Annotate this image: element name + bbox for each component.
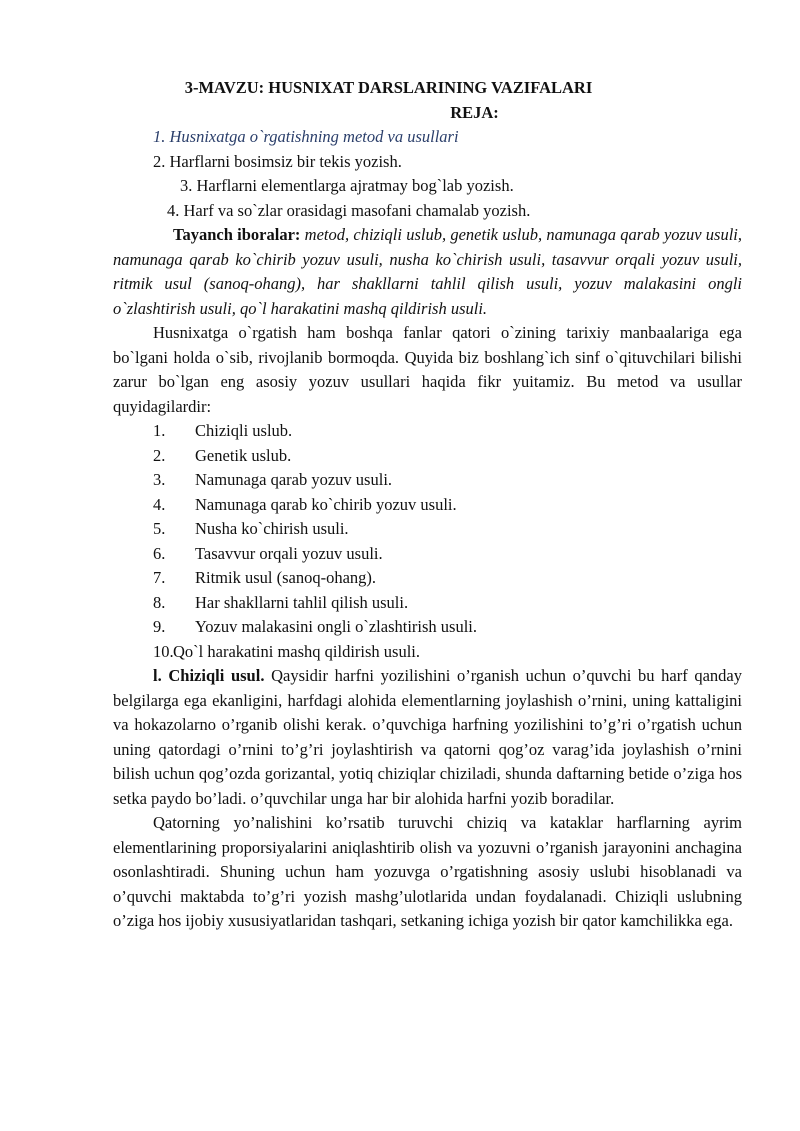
plan-item-2: 2. Harflarni bosimsiz bir tekis yozish. [153, 151, 402, 171]
list-item-text: Har shakllarni tahlil qilish usuli. [195, 592, 409, 612]
list-item-number: 8. [153, 592, 166, 612]
list-item-text: Namunaga qarab ko`chirib yozuv usuli. [195, 494, 457, 514]
list-item [113, 419, 742, 444]
list-item-number: 9. [153, 617, 166, 636]
list-item-text: Qo`l harakatini mashq qildirish usuli. [173, 641, 421, 661]
list-item [113, 468, 742, 493]
list-item-text: Nusha ko`chirish usuli. [195, 519, 349, 538]
section1-text: Qaysidir harfni yozilishini o’rganish uchun o’quvchi bu harf qanday belgilarga ega ekanligini, harfdagi alohida elementlarning joylashish o’rnini, uning kattaligini va hokazolarno o’rganib olishi kerak. o’quvchiga harfning yozilishini to’g’ri o’rgatish uchun uning qatordagi o’rnini to’g’ri joylashtirish va qatorni qog’oz varag’ida joylashish o’rnini bilish uchun qog’ozda gorizantal, yotiq chiziqlar chiziladi, shunda daftarning betide o’ziga hos setka paydo bo’ladi. o’quvchilar unga har bir alohida harfni yozib boradilar. [113, 666, 743, 808]
document-page [113, 76, 742, 934]
list-item-number: 3. [153, 470, 166, 489]
section1-paragraph-2: Qatorning yo’nalishini ko’rsatib turuvchi chiziq va kataklar harflarning ayrim elementlarining proporsiyalarini aniqlashtirib olish va yozuvni o’rganish jarayonini anchagina osonlashtiradi. Shuning uchun ham yozuvga o’rgatishning asosiy uslubi hisoblanadi va o’quvchi maktabda to’g’ri yozish mashg’ulotlarida undan foydalanadi. Chiziqli uslubning o’ziga hos ijobiy xususiyatlaridan tashqari, setkaning ichiga yozish bir qator kamchilikka ega. [113, 813, 742, 930]
methods-list [113, 419, 742, 664]
keywords-text: metod, chiziqli uslub, genetik uslub, namunaga qarab yozuv usuli, namunaga qarab ko`chirib yozuv usuli, nusha ko`chirish usuli, tasavvur orqali yozuv usuli, ritmik usul (sanoq-ohang), har shakllarni tahlil qilish usuli, yozuv malakasini ongli o`zlashtirish usuli, qo`l harakatini mashq qildirish usuli. [113, 225, 742, 318]
document-title: 3-MAVZU: HUSNIXAT DARSLARINING VAZIFALARI [184, 78, 593, 97]
list-item [113, 640, 742, 665]
section1-paragraph [113, 664, 742, 811]
list-item-number: 7. [153, 568, 166, 587]
list-item-text: Yozuv malakasini ongli o`zlashtirish usuli. [195, 617, 478, 636]
keywords-paragraph [113, 223, 742, 321]
list-item-text: Tasavvur orqali yozuv usuli. [195, 543, 383, 563]
list-item-text: Genetik uslub. [195, 445, 292, 465]
list-item [113, 615, 742, 640]
list-item [113, 591, 742, 616]
section1-label: l. Chiziqli usul. [153, 666, 265, 685]
plan-item-1: 1. Husnixatga o`rgatishning metod va usullari [153, 127, 459, 146]
intro-paragraph: Husnixatga o`rgatish ham boshqa fanlar qatori o`zining tarixiy manbaalariga ega bo`lgani holda o`sib, rivojlanib bormoqda. Quyida biz boshlang`ich sinf o`qituvchilari bilishi zarur bo`lgan eng asosiy yozuv usullari haqida fikr yuitamiz. Bu metod va usullar quyidagilardir: [113, 323, 742, 416]
list-item-text: Chiziqli uslub. [195, 421, 293, 440]
list-item-text: Ritmik usul (sanoq-ohang). [195, 568, 377, 587]
plan-item-3: 3. Harflarni elementlarga ajratmay bog`lab yozish. [180, 176, 514, 195]
list-item-number: 10. [153, 641, 174, 661]
list-item [113, 493, 742, 518]
list-item-number: 4. [153, 494, 166, 514]
list-item-number: 1. [153, 421, 166, 440]
list-item [113, 566, 742, 591]
plan-heading: REJA: [450, 102, 499, 122]
list-item-number: 6. [153, 543, 166, 563]
keywords-label: Tayanch iboralar: [173, 225, 301, 244]
list-item [113, 517, 742, 542]
list-item-number: 5. [153, 519, 166, 538]
list-item-text: Namunaga qarab yozuv usuli. [195, 470, 393, 489]
list-item-number: 2. [153, 445, 166, 465]
list-item [113, 444, 742, 469]
list-item [113, 542, 742, 567]
plan-item-4: 4. Harf va so`zlar orasidagi masofani chamalab yozish. [167, 200, 531, 220]
